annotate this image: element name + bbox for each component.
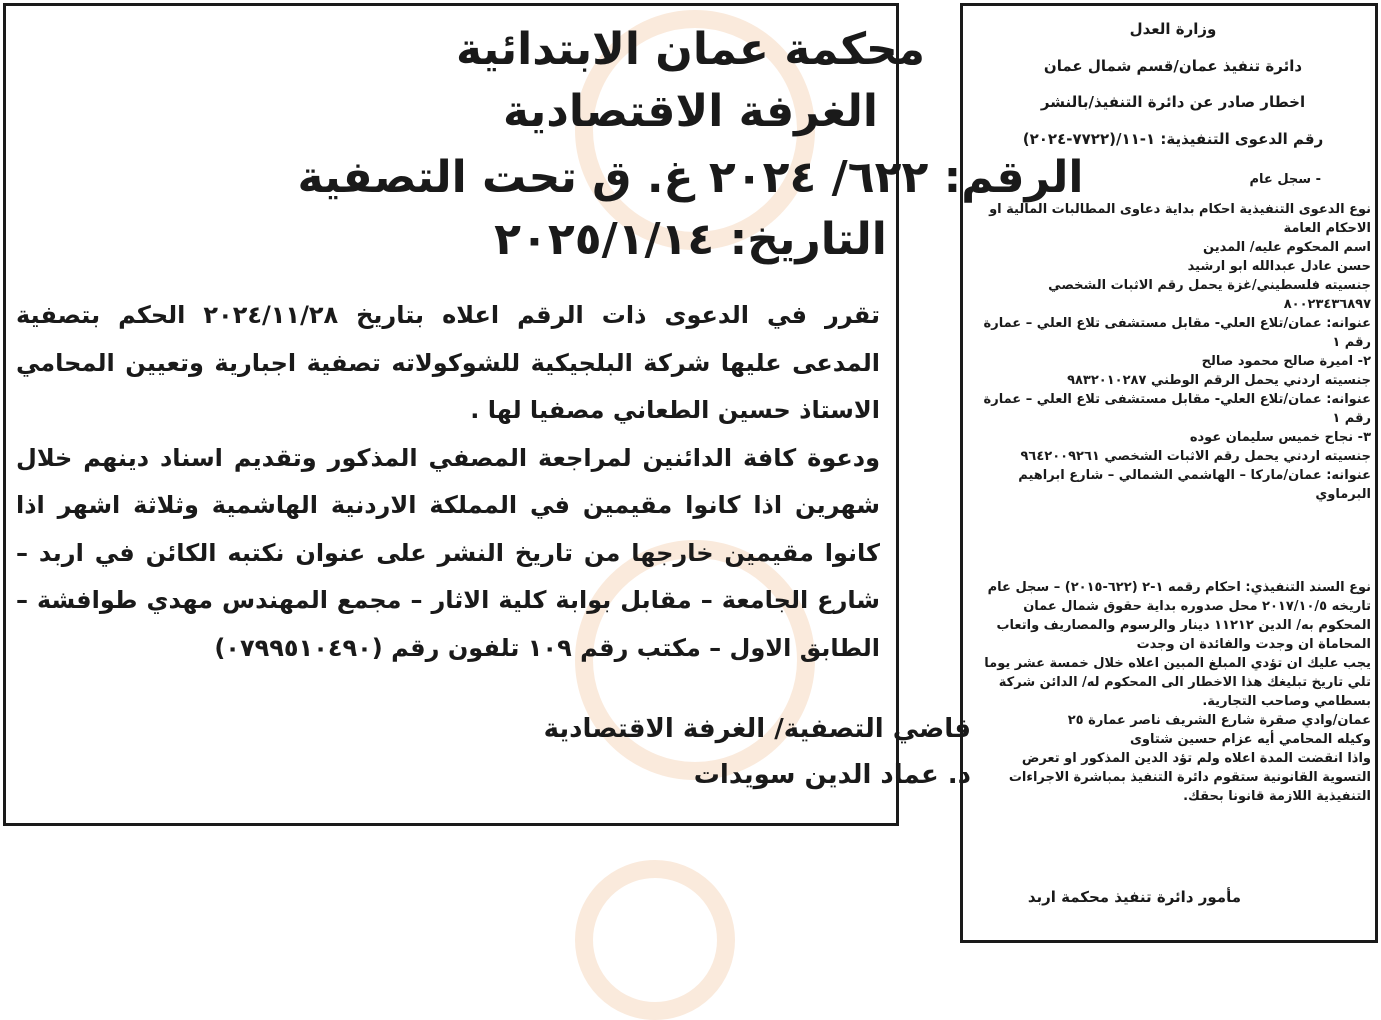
list-item: عنوانه: عمان/تلاع العلي- مقابل مستشفى تلاع العلي – عمارة رقم ١	[983, 316, 1371, 350]
judge-name: د. عماد الدين سويدات	[693, 760, 971, 790]
list-item: عنوانه: عمان/ماركا – الهاشمي الشمالي – شارع ابراهيم البرماوي	[1018, 468, 1371, 502]
notice-body	[16, 292, 880, 672]
list-item: نوع السند التنفيذي: احكام رقمه ١-٢ (٦٢٢-٢٠١٥) – سجل عام	[987, 580, 1371, 595]
notice-type: اخطار صادر عن دائرة التنفيذ/بالنشر	[1040, 93, 1306, 111]
judge-title: قاضي التصفية/ الغرفة الاقتصادية	[543, 714, 971, 744]
list-item: المحكوم به/ الدين ١١٢١٢ دينار والرسوم والمصاريف واتعاب المحاماة ان وجدت والفائدة ان وجدت	[996, 618, 1371, 652]
case-number: الرقم: ٦٢٢/ ٢٠٢٤ غ. ق تحت التصفية	[297, 152, 1084, 203]
list-item: عمان/وادي صقرة شارع الشريف ناصر عمارة ٢٥	[1067, 713, 1371, 728]
list-item: اسم المحكوم عليه/ المدين	[1203, 240, 1371, 255]
list-item: واذا انقضت المدة اعلاه ولم تؤد الدين المذكور او تعرض التسوية القانونية ستقوم دائرة التنفيذ بمباشرة الاجراءات التنفيذية اللازمة قانونا بحقك.	[1008, 751, 1371, 804]
ministry-title: وزارة العدل	[1129, 20, 1217, 38]
enforcement-officer: مأمور دائرة تنفيذ محكمة اربد	[1027, 888, 1241, 906]
list-item: وكيله المحامي أيه عزام حسين شتاوى	[1129, 732, 1371, 747]
court-title: محكمة عمان الابتدائية	[456, 24, 925, 75]
debtor-details	[975, 200, 1371, 504]
chamber-title: الغرفة الاقتصادية	[503, 86, 878, 137]
list-item: ٣- نجاح خميس سليمان عوده	[1189, 430, 1371, 445]
list-item: حسن عادل عبدالله ابو ارشيد	[1187, 259, 1371, 274]
list-item: يجب عليك ان تؤدي المبلغ المبين اعلاه خلال خمسة عشر يوما تلي تاريخ تبليغك هذا الاخطار الى المحكوم له/ الدائن شركة بسطامي وصاحب التجارية.	[984, 656, 1371, 709]
list-item: جنسيته اردني يحمل رقم الاثبات الشخصي ٩٦٤٢٠٠٩٢٦١	[1020, 449, 1371, 464]
list-item: تاريخه ٢٠١٧/١٠/٥ محل صدوره بداية حقوق شمال عمان	[1023, 599, 1371, 614]
paragraph-1: تقرر في الدعوى ذات الرقم اعلاه بتاريخ ٢٠٢٤/١١/٢٨ الحكم بتصفية المدعى عليها شركة البلجيكية للشوكولاته تصفية اجبارية وتعيين المحامي الاستاذ حسين الطعاني مصفيا لها .	[16, 301, 881, 424]
case-number-right: رقم الدعوى التنفيذية: ١-١١/(٧٧٢٢-٢٠٢٤)	[1022, 130, 1324, 148]
list-item: جنسيته فلسطيني/غزة يحمل رقم الاثبات الشخصي ٨٠٠٢٣٤٣٦٨٩٧	[1048, 278, 1371, 312]
list-item: عنوانه: عمان/تلاع العلي- مقابل مستشفى تلاع العلي – عمارة رقم ١	[983, 392, 1371, 426]
watermark-clock	[575, 860, 735, 1020]
list-item: نوع الدعوى التنفيذية احكام بداية دعاوى المطالبات المالية او الاحكام العامة	[989, 202, 1371, 236]
paragraph-2: ودعوة كافة الدائنين لمراجعة المصفي المذكور وتقديم اسناد دينهم خلال شهرين اذا كانوا مقيمين في المملكة الاردنية الهاشمية وثلاثة اشهر اذا كانوا مقيمين خارجها من تاريخ النشر على عنوان نكتبه الكائن في اربد – شارع الجامعة – مقابل بوابة كلية الاثار – مجمع المهندس مهدي طوافشة – الطابق الاول – مكتب رقم ١٠٩ تلفون رقم (٠٧٩٩٥١٠٤٩٠)	[16, 443, 880, 662]
department-title: دائرة تنفيذ عمان/قسم شمال عمان	[1043, 57, 1303, 75]
list-item: ٢- اميرة صالح محمود صالح	[1201, 354, 1371, 369]
register-type: - سجل عام	[1249, 172, 1321, 187]
enforcement-details	[975, 578, 1371, 806]
list-item: جنسيته اردني يحمل الرقم الوطني ٩٨٣٢٠١٠٢٨٧	[1067, 373, 1371, 388]
notice-date: التاريخ: ٢٠٢٥/١/١٤	[494, 214, 887, 265]
